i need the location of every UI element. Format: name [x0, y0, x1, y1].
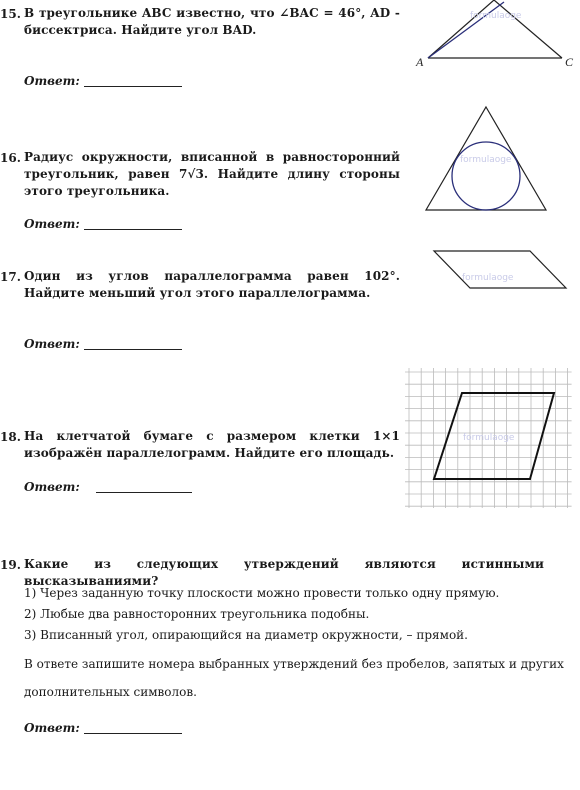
task-19-instruction-line-1: В ответе запишите номера выбранных утверждений без пробелов, запятых и других	[24, 657, 564, 671]
task-17-number: 17.	[0, 270, 21, 284]
answer-label: Ответ:	[24, 721, 80, 735]
answer-label: Ответ:	[24, 480, 80, 494]
task-19-option-1: 1) Через заданную точку плоскости можно провести только одну прямую.	[24, 586, 500, 600]
task-19-text: Какие из следующих утверждений являются истинными высказываниями?	[24, 557, 544, 588]
figure-watermark: formulaoge	[462, 273, 514, 283]
answer-line[interactable]	[84, 723, 182, 734]
task-15-number: 15.	[0, 7, 21, 21]
task-19-option-3: 3) Вписанный угол, опирающийся на диаметр окружности, – прямой.	[24, 628, 468, 642]
task-17-parallelogram-figure	[420, 245, 580, 295]
task-18-text: На клетчатой бумаге с размером клетки 1×1 изображён параллелограмм. Найдите его площадь.	[24, 429, 400, 460]
task-16-text: Радиус окружности, вписанной в равносторонний треугольник, равен 7√3. Найдите длину стороны этого треугольника.	[24, 150, 400, 198]
task-16-triangle-circle-figure	[420, 100, 555, 216]
answer-label: Ответ:	[24, 217, 80, 231]
answer-line[interactable]	[96, 482, 192, 493]
answer-line[interactable]	[84, 219, 182, 230]
task-19-answer	[24, 721, 182, 735]
task-19-number: 19.	[0, 558, 21, 572]
task-17-answer	[24, 337, 182, 351]
task-17-text: Один из углов параллелограмма равен 102°. Найдите меньший угол этого параллелограмма.	[24, 269, 400, 300]
answer-label: Ответ:	[24, 74, 80, 88]
vertex-label-a: A	[416, 55, 424, 69]
task-19-option-2: 2) Любые два равносторонних треугольника подобны.	[24, 607, 370, 621]
vertex-label-c: C	[565, 55, 574, 69]
figure-watermark: formulaoge	[470, 11, 522, 21]
task-15-answer	[24, 74, 182, 88]
task-18-number: 18.	[0, 430, 21, 444]
figure-watermark: formulaoge	[460, 155, 512, 165]
answer-line[interactable]	[84, 76, 182, 87]
figure-watermark: formulaoge	[463, 433, 515, 443]
answer-label: Ответ:	[24, 337, 80, 351]
task-16-number: 16.	[0, 151, 21, 165]
task-15-text: В треугольнике ABC известно, что ∠BAC = 46°, AD - биссектриса. Найдите угол BAD.	[24, 6, 400, 37]
task-15-triangle-figure	[410, 0, 580, 72]
answer-line[interactable]	[84, 339, 182, 350]
task-18-grid-figure	[405, 368, 580, 508]
task-18-answer	[24, 480, 192, 494]
task-19-instruction-line-2: дополнительных символов.	[24, 685, 197, 699]
task-16-answer	[24, 217, 182, 231]
